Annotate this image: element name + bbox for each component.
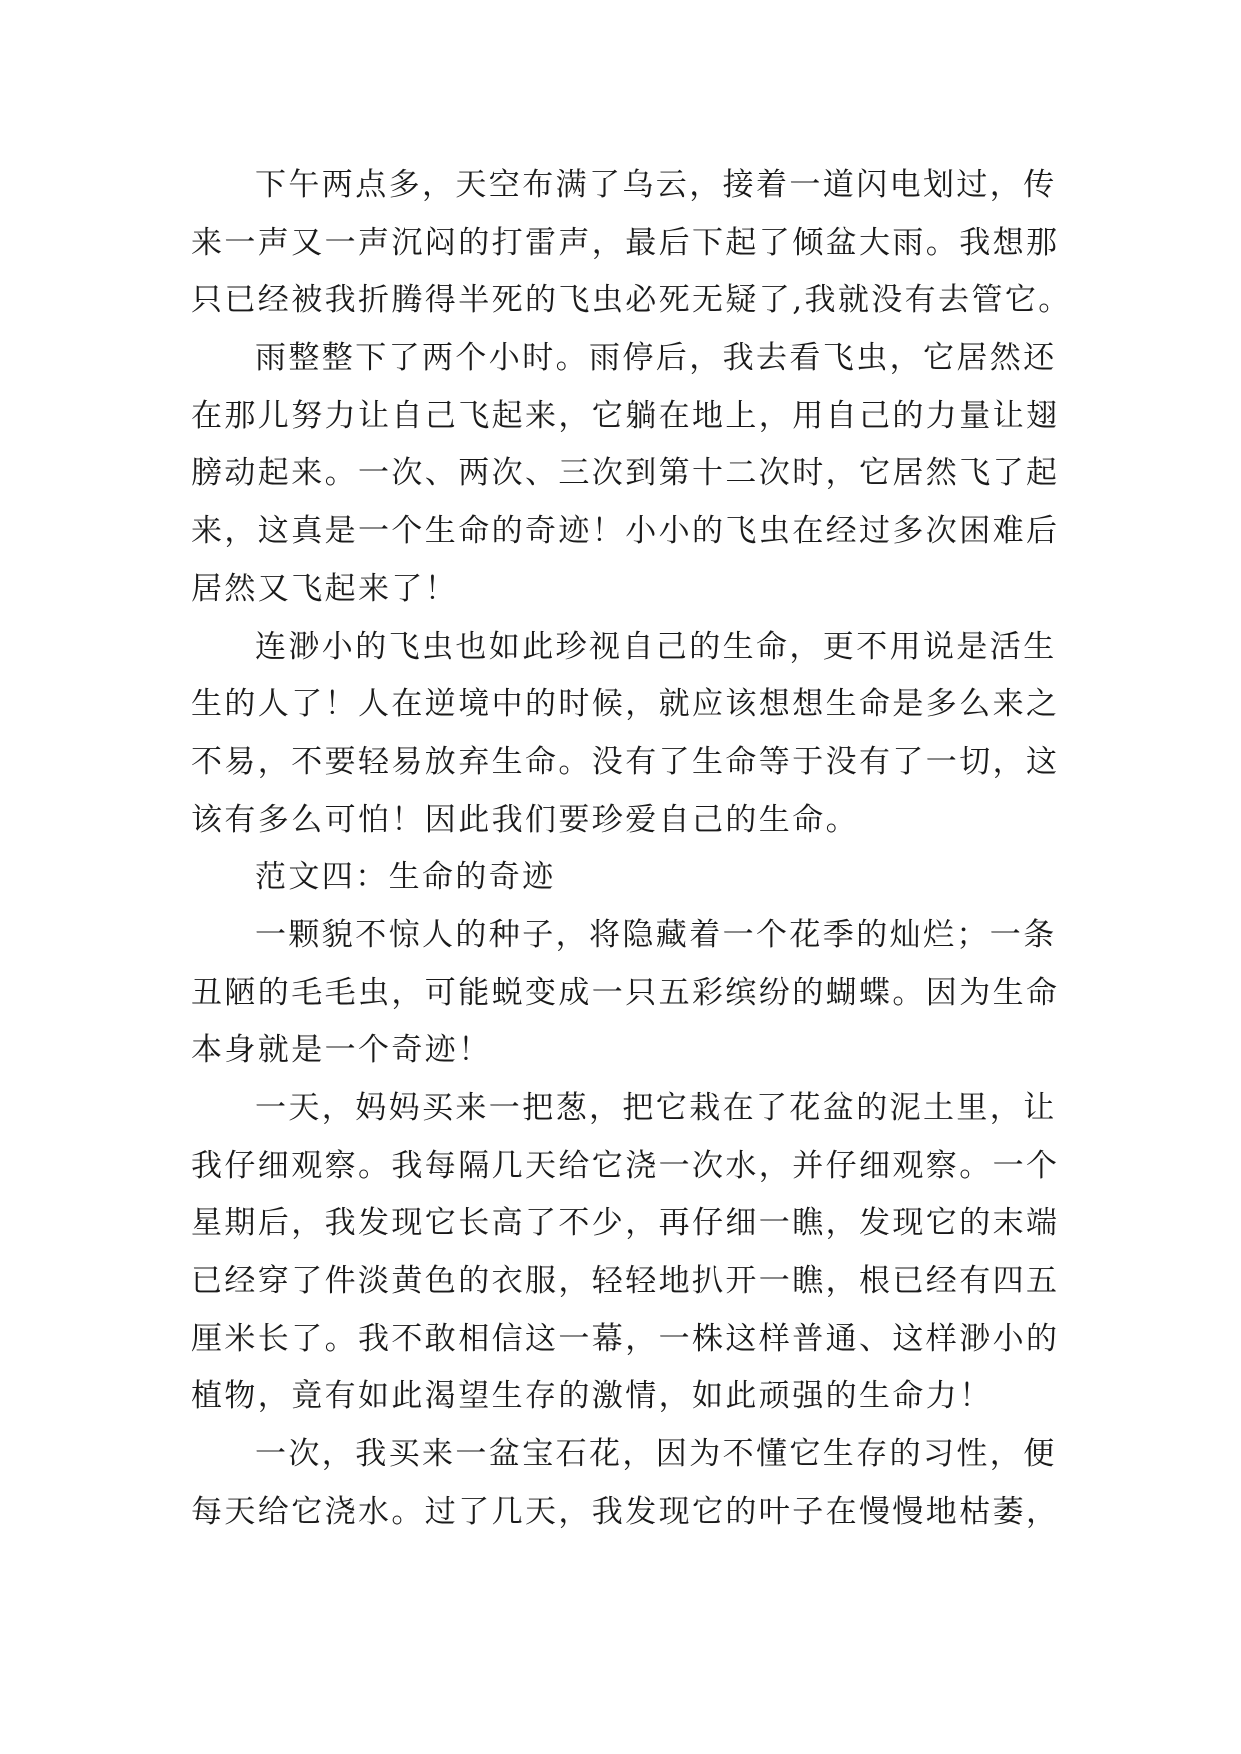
text-line: 不易，不要轻易放弃生命。没有了生命等于没有了一切，这 bbox=[191, 743, 1060, 780]
text-line: 每天给它浇水。过了几天，我发现它的叶子在慢慢地枯萎， bbox=[191, 1493, 1060, 1530]
text-line: 该有多么可怕！因此我们要珍爱自己的生命。 bbox=[191, 801, 859, 838]
paragraph-first-line: 下午两点多，天空布满了乌云，接着一道闪电划过，传 bbox=[255, 167, 1057, 203]
text-line: 在那儿努力让自己飞起来，它躺在地上，用自己的力量让翅 bbox=[191, 397, 1060, 434]
text-line: 已经穿了件淡黄色的衣服，轻轻地扒开一瞧，根已经有四五 bbox=[191, 1263, 1060, 1300]
text-line: 来一声又一声沉闷的打雷声，最后下起了倾盆大雨。我想那 bbox=[191, 224, 1060, 261]
paragraph-first-line: 雨整整下了两个小时。雨停后，我去看飞虫，它居然还 bbox=[255, 340, 1057, 377]
text-line: 植物，竟有如此渴望生存的激情，如此顽强的生命力！ bbox=[191, 1378, 993, 1415]
text-line: 来，这真是一个生命的奇迹！小小的飞虫在经过多次困难后 bbox=[191, 513, 1060, 550]
essay-body bbox=[191, 157, 1091, 1542]
text-line: 丑陋的毛毛虫，可能蜕变成一只五彩缤纷的蝴蝶。因为生命 bbox=[191, 974, 1060, 1011]
paragraph-first-line: 一次，我买来一盆宝石花，因为不懂它生存的习性，便 bbox=[255, 1436, 1057, 1473]
text-line: 只已经被我折腾得半死的飞虫必死无疑了,我就没有去管它。 bbox=[191, 282, 1072, 319]
text-line: 膀动起来。一次、两次、三次到第十二次时，它居然飞了起 bbox=[191, 455, 1060, 492]
paragraph-first-line: 一天，妈妈买来一把葱，把它栽在了花盆的泥土里，让 bbox=[255, 1090, 1057, 1126]
paragraph-first-line: 范文四：生命的奇迹 bbox=[255, 859, 556, 896]
paragraph-first-line: 连渺小的飞虫也如此珍视自己的生命，更不用说是活生 bbox=[255, 628, 1057, 665]
text-line: 生的人了！人在逆境中的时候，就应该想想生命是多么来之 bbox=[191, 686, 1060, 723]
text-line: 我仔细观察。我每隔几天给它浇一次水，并仔细观察。一个 bbox=[191, 1147, 1060, 1184]
paragraph-first-line: 一颗貌不惊人的种子，将隐藏着一个花季的灿烂；一条 bbox=[255, 916, 1057, 953]
text-line: 厘米长了。我不敢相信这一幕，一株这样普通、这样渺小的 bbox=[191, 1320, 1060, 1357]
text-line: 居然又飞起来了！ bbox=[191, 570, 459, 607]
text-line: 本身就是一个奇迹！ bbox=[191, 1032, 492, 1069]
text-line: 星期后，我发现它长高了不少，再仔细一瞧，发现它的末端 bbox=[191, 1205, 1060, 1242]
